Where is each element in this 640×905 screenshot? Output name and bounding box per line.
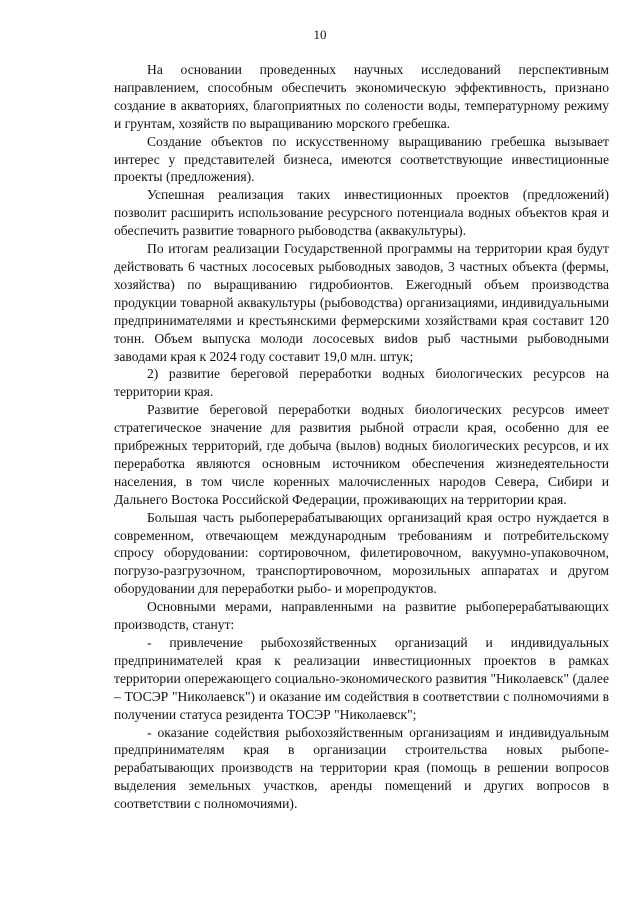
body-text	[114, 61, 609, 813]
list-item-construction-assistance: - оказание содействия рыбохозяйственным организациям и индивидуальным предпринимателям края в организации строительства новых рыбоперерабатывающих производств на территории края (помощь в решении вопросов выделения земельных участков, аренды помещений и других вопросов в соответствии с полномочиями).	[114, 724, 609, 812]
list-item-tosed-nikolaevsk: - привлечение рыбохозяйственных организаций и индивидуальных предпринимателей края к реализации инвестиционных проектов в рамках территории опережающего социально-экономического развития "Николаевск" (далее – ТОСЭР "Николаевск") и оказание им содействия в соответствии с полномочиями в получении статуса резидента ТОСЭР "Николаевск";	[114, 635, 609, 722]
paragraph-coastal-processing-item: 2) развитие береговой переработки водных биологических ресурсов на территории края.	[114, 366, 609, 400]
page-number: 10	[313, 27, 327, 42]
paragraph-business-interest: Создание объектов по искусственному выращиванию гребешка вызывает интерес у представителей бизнеса, имеются соответствующие инвестиционные проекты (предложения).	[114, 133, 609, 185]
paragraph-main-measures: Основными мерами, направленными на развитие рыбоперерабатывающих производств, станут:	[114, 599, 609, 633]
paragraph-coastal-processing-importance: Развитие береговой переработки водных биологических ресурсов имеет стратегическое значение для развития рыбной отрасли края, особенно для ее прибрежных территорий, где добыча (вылов) водных биологических ресурсов, и их переработка являются основным источником обеспечения жизнедеятельности населения, в том числе коренных малочисленных народов Севера, Сибири и Дальнего Востока Российской Федерации, проживающих на территории края.	[114, 402, 609, 507]
paragraph-scallop-farming: На основании проведенных научных исследований перспективным направлением, способным обеспечить экономическую эффективность, признано создание в акваториях, благоприятных по солености воды, температурному режиму и грунтам, хозяйств по выращиванию морского гребешка.	[114, 62, 609, 131]
paragraph-equipment-needs: Большая часть рыбоперерабатывающих организаций края остро нуждается в современном, отвечающем международным требованиям и потребительскому спросу оборудовании: сортировочном, филетировочном, вакуумно-упаковочном, погрузо-разгрузочном, транспортировочном, морозильных аппаратах и другом оборудовании для переработки рыбо- и морепродуктов.	[114, 509, 609, 597]
paragraph-investment-projects: Успешная реализация таких инвестиционных проектов (предложений) позволит расширить использование ресурсного потенциала водных объектов края и обеспечить развитие товарного рыбоводства (аквакультуры).	[114, 187, 609, 239]
paragraph-program-results: По итогам реализации Государственной программы на территории края будут действовать 6 частных лососевых рыбоводных заводов, 3 частных объекта (фермы, хозяйства) по выращиванию гидробионтов. Ежегодный объем производства продукции товарной аквакультуры (рыбоводства) организациями, индивидуальными предпринимателями и крестьянскими фермерскими хозяйствами края составит 120 тонн. Объем выпуска молоди лососевых виdов рыб частными рыбоводными заводами края к 2024 году составит 19,0 млн. штук;	[114, 241, 609, 364]
